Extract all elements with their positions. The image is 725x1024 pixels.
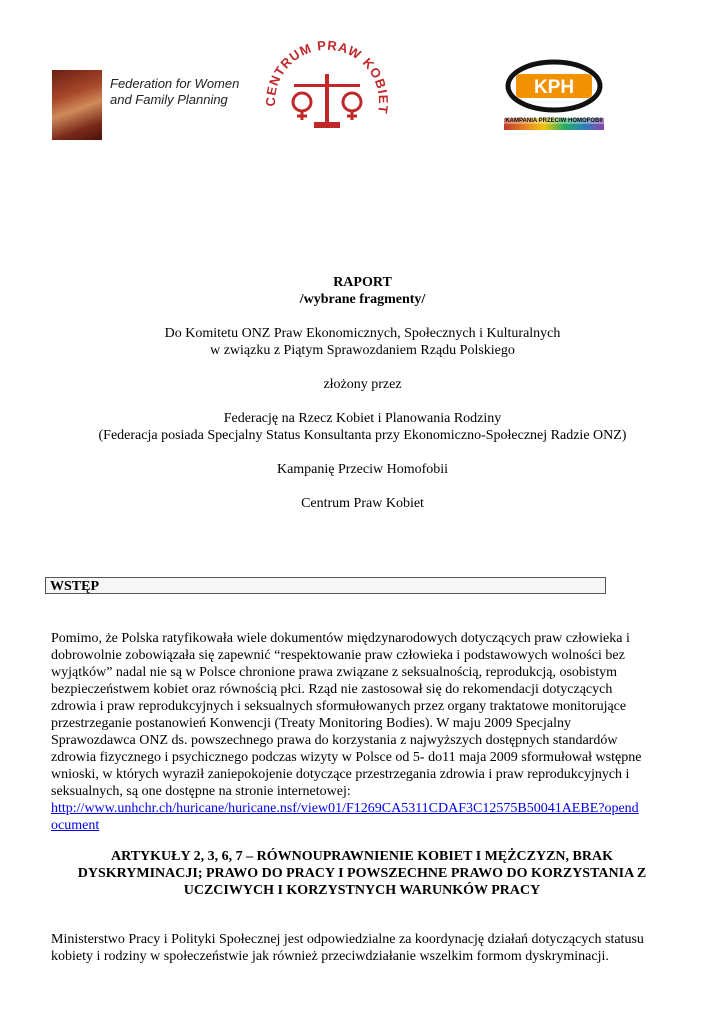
intro-line: Pomimo, że Polska ratyfikowała wiele dokumentów międzynarodowych dotyczących praw człowieka i [51, 631, 630, 646]
report-title: RAPORT [333, 275, 392, 290]
intro-line: zdrowia i praw reprodukcyjnych i seksualnych sformułowanych przez organy traktatowe monitorujące [51, 699, 627, 714]
intro-line: seksualnych, są one dostępne na stronie internetowej: [51, 784, 351, 799]
fwfp-photo [52, 70, 102, 140]
intro-line: zdrowia fizycznego i psychicznego podczas wizyty w Polsce od 5- do11 maja 2009 sformułował wstępne [51, 750, 642, 765]
org-federation-note: (Federacja posiada Specjalny Status Konsultanta przy Ekonomiczno-Społecznej Radzie ONZ) [98, 428, 627, 443]
section-heading-wstep: WSTĘP [45, 577, 606, 594]
kph-subtext: KAMPANIA PRZECIW HOMOFOBII [505, 118, 603, 124]
ministry-line2: kobiety i rodziny w społeczeństwie jak również przeciwdziałanie wszelkim formom dyskryminacji. [51, 949, 609, 964]
unhchr-link[interactable] [51, 801, 639, 833]
articles-heading [51, 848, 673, 899]
org-federation: Federację na Rzecz Kobiet i Planowania Rodziny [223, 411, 502, 426]
kph-logo-text: KPH [533, 77, 575, 98]
fwfp-text-line1: Federation for Women [110, 76, 240, 91]
unhchr-link-line1: http://www.unhchr.ch/huricane/huricane.nsf/view01/F1269CA5311CDAF3C12575B50041AEBE?opend [51, 801, 639, 816]
logo-row [0, 40, 725, 150]
intro-line: wnioski, w których wyraził zaniepokojenie dotyczące przestrzegania zdrowia i praw reprodukcyjnych i [51, 767, 630, 782]
org-kph: Kampanię Przeciw Homofobii [276, 462, 449, 477]
articles-heading-line2: DYSKRYMINACJI; PRAWO DO PRACY I POWSZECHNE PRAWO DO KORZYSTANIA Z [77, 866, 647, 881]
ministry-line1: Ministerstwo Pracy i Polityki Społecznej jest odpowiedzialne za koordynację działań dotyczących statusu [51, 932, 644, 947]
intro-line: przestrzeganie postanowień Konwencji (Treaty Monitoring Bodies). W maju 2009 Specjalny [51, 716, 571, 731]
addressee-line2: w związku z Piątym Sprawozdaniem Rządu Polskiego [210, 343, 515, 358]
ministry-paragraph [51, 931, 673, 965]
unhchr-link-line2: ocument [51, 818, 100, 833]
intro-paragraph [51, 630, 673, 834]
intro-line: Sprawozdawca ONZ ds. powszechnego prawa do korzystania z najwyższych dostępnych standardów [51, 733, 618, 748]
articles-heading-line3: UCZCIWYCH I KORZYSTNYCH WARUNKÓW PRACY [183, 883, 541, 898]
fwfp-text [110, 76, 240, 108]
kph-rainbow-bar [504, 118, 604, 130]
org-cpk: Centrum Praw Kobiet [301, 496, 424, 511]
report-subtitle: /wybrane fragmenty/ [299, 292, 426, 307]
addressee-line1: Do Komitetu ONZ Praw Ekonomicznych, Społecznych i Kulturalnych [164, 326, 561, 341]
articles-heading-line1: ARTYKUŁY 2, 3, 6, 7 – RÓWNOUPRAWNIENIE KOBIET I MĘŻCZYZN, BRAK [110, 849, 613, 864]
intro-line: wyjątków” nadal nie są w Polsce chronione prawa związane z seksualnością, reprodukcją, osobistym [51, 665, 618, 680]
kph-logo [498, 52, 610, 136]
intro-line: bezpieczeństwem kobiet oraz równością płci. Rząd nie zastosował się do rekomendacji dotyczących [51, 682, 613, 697]
fwfp-logo [52, 70, 240, 140]
kph-logo-mark [498, 52, 610, 118]
cpk-logo-text: CENTRUM PRAW KOBIET [262, 40, 392, 116]
intro-line: dobrowolnie zobowiązała się zapewnić “respektowanie praw człowieka i podstawowych wolności bez [51, 648, 625, 663]
cpk-logo [262, 40, 392, 145]
submitted-by: złożony przez [323, 377, 402, 392]
fwfp-text-line2: and Family Planning [110, 92, 228, 107]
